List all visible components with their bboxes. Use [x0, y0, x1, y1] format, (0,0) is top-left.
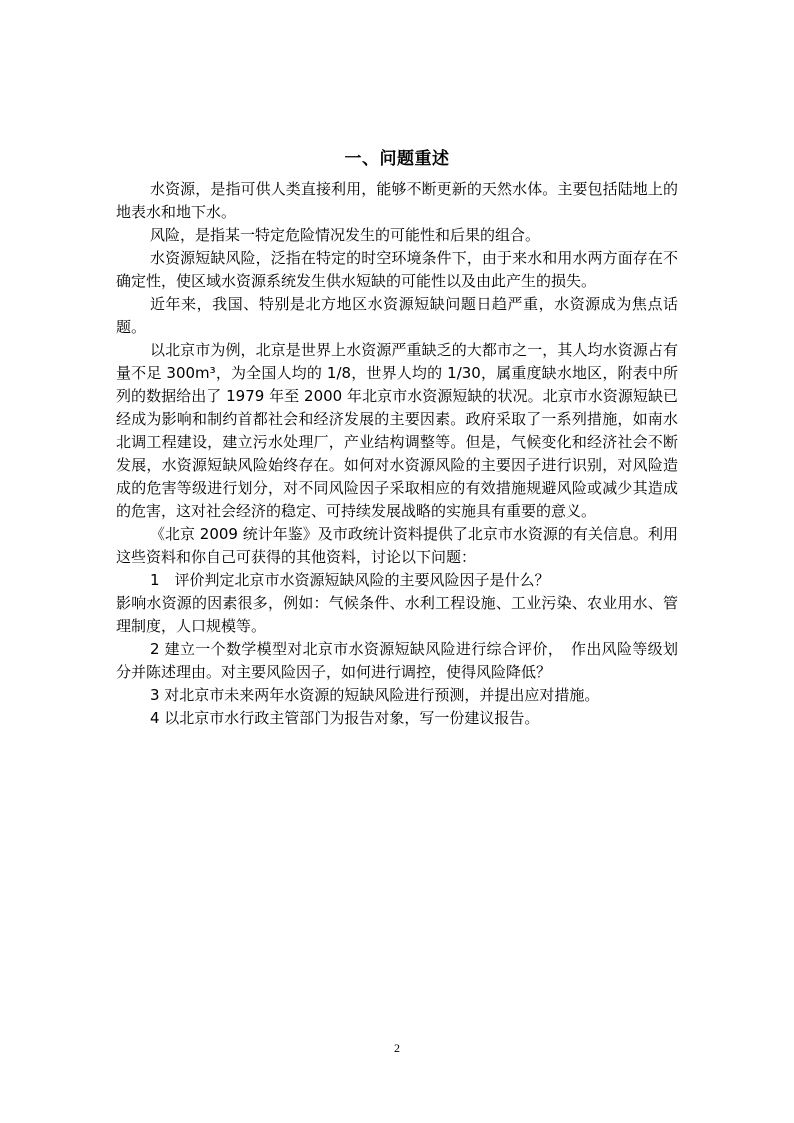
- page-number: 2: [394, 1041, 400, 1055]
- question-1: 1 评价判定北京市水资源短缺风险的主要风险因子是什么？: [150, 571, 550, 589]
- question-2: 2 建立一个数学模型对北京市水资源短缺风险进行综合评价， 作出风险等级划分并陈述理由。对主要风险因子，如何进行调控，使得风险降低？: [116, 640, 678, 681]
- question-4: 4 以北京市水行政主管部门为报告对象，写一份建议报告。: [150, 709, 540, 727]
- paragraph-shortage-risk-definition: 水资源短缺风险，泛指在特定的时空环境条件下，由于来水和用水两方面存在不确定性，使区域水资源系统发生供水短缺的可能性以及由此产生的损失。: [116, 249, 678, 290]
- paragraph-risk-definition: 风险，是指某一特定危险情况发生的可能性和后果的组合。: [150, 226, 541, 244]
- question-1-note: 影响水资源的因素很多，例如：气候条件、水利工程设施、工业污染、农业用水、管理制度，人口规模等。: [116, 594, 678, 635]
- question-3: 3 对北京市未来两年水资源的短缺风险进行预测，并提出应对措施。: [150, 686, 600, 704]
- paragraph-water-resources-definition: 水资源，是指可供人类直接利用，能够不断更新的天然水体。主要包括陆地上的地表水和地下水。: [116, 180, 678, 221]
- paragraph-beijing-example: 以北京市为例，北京是世界上水资源严重缺乏的大都市之一，其人均水资源占有量不足 300m³，为全国人均的 1/8，世界人均的 1/30，属重度缺水地区，附表中所列的数据给出了 1979 年至 2000 年北京市水资源短缺的状况。北京市水资源短缺已经成为影响和制约首都社会和经济发展的主要因素。政府采取了一系列措施，如南水北调工程建设，建立污水处理厂，产业结构调整等。但是，气候变化和经济社会不断发展，水资源短缺风险始终存在。如何对水资源风险的主要因子进行识别，对风险造成的危害等级进行划分，对不同风险因子采取相应的有效措施规避风险或减少其造成的危害，这对社会经济的稳定、可持续发展战略的实施具有重要的意义。: [116, 341, 678, 520]
- section-title: 一、问题重述: [344, 149, 450, 169]
- paragraph-data-sources: 《北京 2009 统计年鉴》及市政统计资料提供了北京市水资源的有关信息。利用这些资料和你自己可获得的其他资料，讨论以下问题：: [116, 525, 678, 566]
- paragraph-recent-situation: 近年来，我国、特别是北方地区水资源短缺问题日趋严重，水资源成为焦点话题。: [116, 295, 678, 336]
- document-body: [116, 146, 678, 730]
